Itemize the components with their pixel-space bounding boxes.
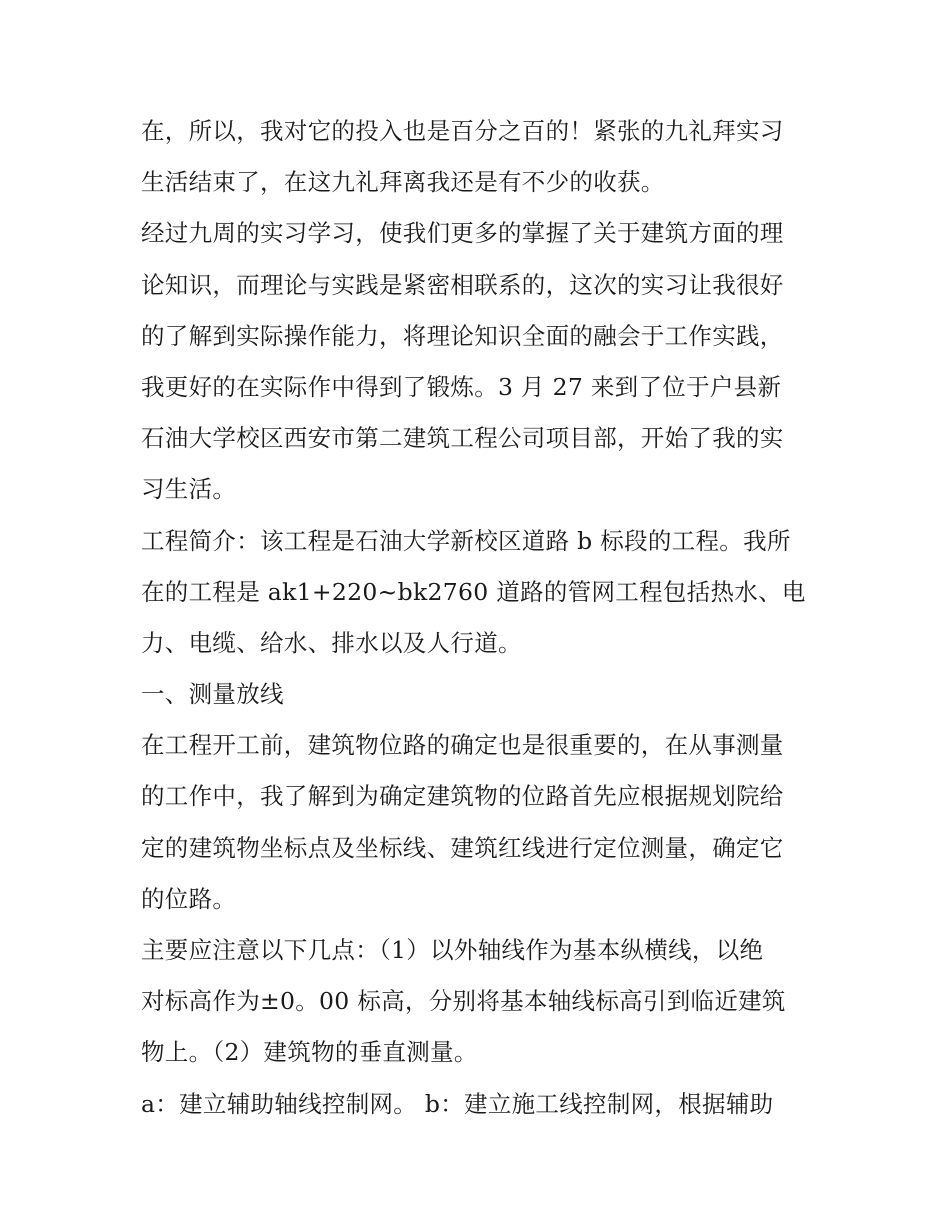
text-line: 主要应注意以下几点：（1）以外轴线作为基本纵横线，以绝 [141,936,764,964]
text-line: 物上。（2）建筑物的垂直测量。 [141,1038,478,1067]
text-line: 论知识，而理论与实践是紧密相联系的，这次的实习让我很好 [141,270,784,299]
text-line: 定的建筑物坐标点及坐标线、建筑红线进行定位测量，确定它 [141,833,784,862]
text-line: 在，所以，我对它的投入也是百分之百的！紧张的九礼拜实习 [141,117,784,145]
document-body [141,106,821,1130]
text-line: 力、电缆、给水、排水以及人行道。 [141,628,522,657]
text-line: 工程简介：该工程是石油大学新校区道路 b 标段的工程。我所 [141,526,791,555]
text-line: 的位路。 [141,884,237,913]
text-line: 生活结束了，在这九礼拜离我还是有不少的收获。 [141,168,665,197]
text-line: 在的工程是 ak1+220~bk2760 道路的管网工程包括热水、电 [141,577,806,606]
text-line: 习生活。 [141,475,237,504]
section-heading: 一、测量放线 [141,680,284,709]
text-line: 经过九周的实习学习，使我们更多的掌握了关于建筑方面的理 [141,219,784,248]
text-line: 在工程开工前，建筑物位路的确定也是很重要的，在从事测量 [141,731,784,760]
text-line: 对标高作为±0。00 标高，分别将基本轴线标高引到临近建筑 [141,987,786,1016]
text-line: 的了解到实际操作能力，将理论知识全面的融会于工作实践， [141,321,784,350]
text-line: 石油大学校区西安市第二建筑工程公司项目部，开始了我的实 [141,424,784,453]
text-line: a：建立辅助轴线控制网。 b：建立施工线控制网，根据辅助 [141,1089,774,1118]
text-line: 我更好的在实际作中得到了锻炼。3 月 27 来到了位于户县新 [141,372,782,401]
text-line: 的工作中，我了解到为确定建筑物的位路首先应根据规划院给 [141,782,784,811]
